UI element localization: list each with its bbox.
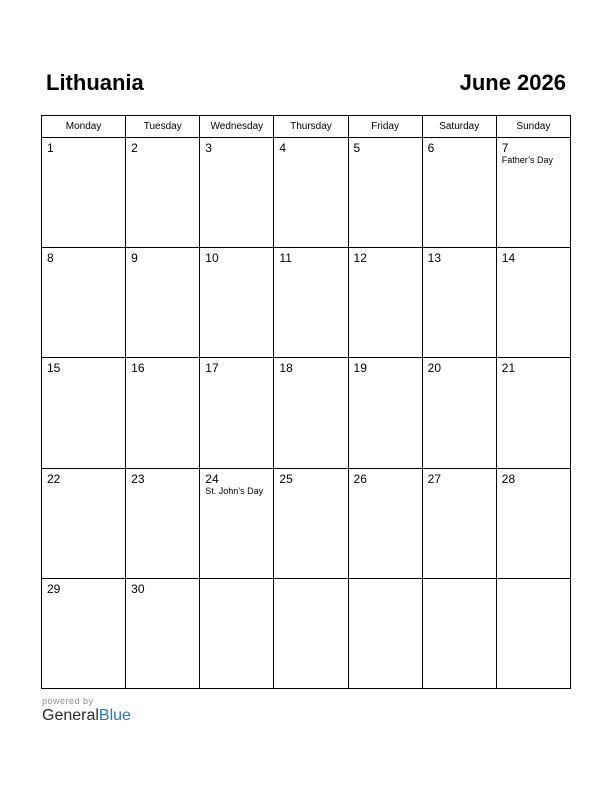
- weekday-header-wednesday: Wednesday: [200, 116, 274, 138]
- day-number: 17: [205, 361, 219, 376]
- weekday-header-friday: Friday: [348, 116, 422, 138]
- day-cell: [496, 358, 570, 468]
- day-number: 12: [353, 251, 367, 266]
- day-number: 14: [501, 251, 516, 266]
- day-number: 24: [205, 471, 219, 486]
- day-cell: [422, 138, 496, 248]
- calendar-grid: [41, 115, 571, 689]
- day-number: 28: [501, 471, 516, 486]
- day-cell: [42, 248, 126, 358]
- weekday-header-sunday: Sunday: [496, 116, 570, 138]
- day-cell: [200, 578, 274, 688]
- day-number: 2: [131, 141, 138, 155]
- day-cell: [200, 138, 274, 248]
- day-cell: [126, 358, 200, 468]
- day-cell: [42, 358, 126, 468]
- day-number: 27: [427, 471, 442, 486]
- holiday-label: Father’s Day: [501, 155, 553, 165]
- day-cell: [274, 358, 348, 468]
- week-row: [42, 578, 571, 688]
- day-number: 19: [353, 361, 367, 376]
- day-cell: [496, 248, 570, 358]
- weekday-header-tuesday: Tuesday: [126, 116, 200, 138]
- day-number: 26: [353, 471, 367, 486]
- day-number: 16: [131, 361, 145, 376]
- day-cell: [422, 358, 496, 468]
- day-cell: [42, 138, 126, 248]
- day-number: 18: [279, 361, 293, 376]
- day-cell: [496, 578, 570, 688]
- day-number: 23: [131, 471, 145, 486]
- day-cell: [42, 578, 126, 688]
- day-number: 15: [47, 361, 61, 376]
- weekday-header-monday: Monday: [42, 116, 126, 138]
- day-number: 6: [427, 141, 435, 155]
- weekday-header-saturday: Saturday: [422, 116, 496, 138]
- day-number: 29: [47, 581, 61, 596]
- generalblue-logo: [42, 707, 131, 725]
- day-cell: [274, 138, 348, 248]
- logo-blue-text: Blue: [98, 707, 131, 724]
- day-number: 11: [279, 251, 292, 266]
- country-title: Lithuania: [46, 70, 144, 95]
- week-row: [42, 358, 571, 468]
- day-cell: [422, 248, 496, 358]
- day-cell: [348, 468, 422, 578]
- day-number: 9: [131, 251, 138, 266]
- powered-by-text: powered by: [42, 696, 94, 706]
- day-number: 1: [47, 141, 54, 155]
- day-cell: [348, 248, 422, 358]
- day-cell: [126, 138, 200, 248]
- week-row: [42, 138, 571, 248]
- day-number: 21: [501, 361, 516, 376]
- weekday-header-row: [42, 116, 571, 138]
- day-number: 13: [427, 251, 442, 266]
- day-cell: [274, 248, 348, 358]
- day-cell: [42, 468, 126, 578]
- day-number: 3: [205, 141, 212, 155]
- day-cell: [126, 578, 200, 688]
- day-number: 25: [279, 471, 293, 486]
- week-row: [42, 248, 571, 358]
- day-cell: [274, 578, 348, 688]
- day-cell: [126, 248, 200, 358]
- day-number: 8: [47, 251, 54, 266]
- day-cell: [496, 468, 570, 578]
- footer-branding: [42, 696, 131, 725]
- day-number: 20: [427, 361, 442, 376]
- day-cell: [274, 468, 348, 578]
- day-cell: [496, 138, 570, 248]
- day-cell: [348, 358, 422, 468]
- week-row: [42, 468, 571, 578]
- day-cell: [348, 578, 422, 688]
- day-number: 30: [131, 581, 145, 596]
- holiday-label: St. John’s Day: [205, 485, 264, 496]
- weekday-header-thursday: Thursday: [274, 116, 348, 138]
- day-cell: [200, 248, 274, 358]
- day-number: 5: [353, 141, 361, 155]
- day-number: 10: [205, 251, 219, 266]
- day-cell: [200, 468, 274, 578]
- day-cell: [422, 468, 496, 578]
- day-cell: [348, 138, 422, 248]
- day-number: 7: [501, 141, 509, 155]
- day-number: 4: [279, 141, 287, 155]
- month-year-title: June 2026: [459, 70, 566, 95]
- logo-general-text: General: [42, 707, 99, 724]
- day-number: 22: [47, 471, 61, 486]
- day-cell: [422, 578, 496, 688]
- day-cell: [200, 358, 274, 468]
- day-cell: [126, 468, 200, 578]
